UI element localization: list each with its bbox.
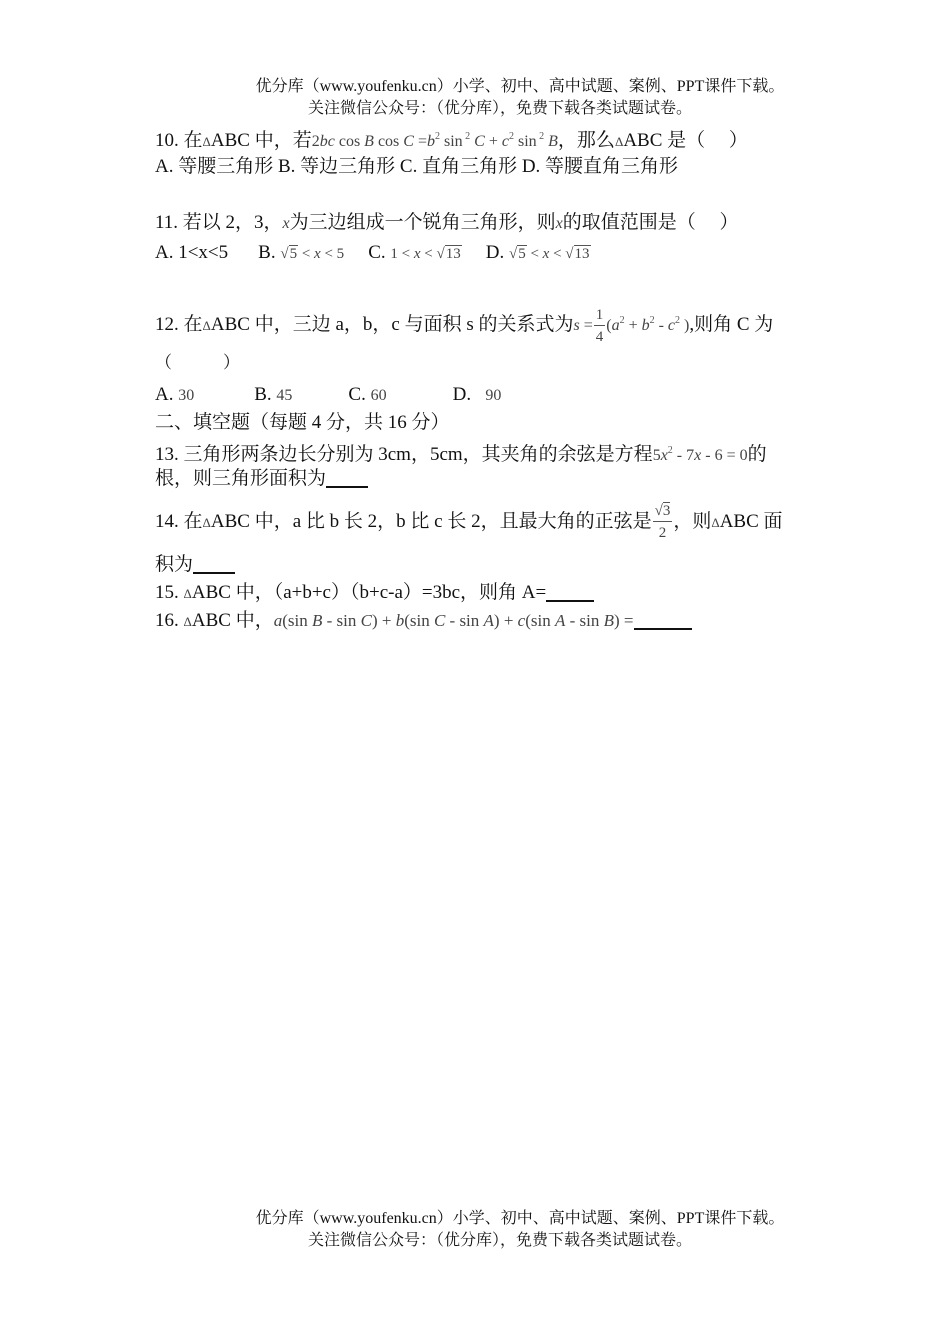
question-15 — [155, 580, 594, 607]
q13-formula: $5x^2 - 7x - 6 = 0$ — [652, 445, 748, 464]
q10-formula: 2bc cos B $\cos C =b^2$ sin $^2$ $C + c^2$ sin $^2$ B — [311, 131, 558, 150]
delta-symbol: Δ — [202, 318, 211, 333]
header-line-1: 优分库（www.youfenku.cn）小学、初中、高中试题、案例、PPT课件下载。 — [255, 78, 785, 95]
delta-symbol: Δ — [183, 614, 192, 629]
q13-stem-a: 13. 三角形两条边长分别为 3cm，5cm，其夹角的余弦是方程 — [155, 444, 653, 465]
q13-stem-b: 的 — [747, 444, 767, 465]
q10-prefix: 10. 在 — [155, 130, 203, 151]
q12-option-c-label: C. — [348, 384, 366, 405]
q15-stem-a: 15. — [155, 582, 184, 603]
q10-abc: ABC — [210, 130, 250, 151]
q14-stem-b: ABC 中，a 比 b 长 2，b 比 c 长 2，且最大角的正弦是 — [210, 511, 652, 532]
header-line-2: 关注微信公众号：（优分库），免费下载各类试题试卷。 — [307, 100, 692, 117]
question-12 — [155, 298, 773, 349]
question-14 — [155, 498, 783, 547]
q10-tail: ABC 是（ ） — [623, 130, 748, 151]
q12-option-b-label: B. — [254, 384, 272, 405]
q12-option-d: 90 — [485, 387, 502, 404]
q14-fraction: $\frac{√3}{2}$ — [653, 501, 673, 544]
question-11 — [155, 210, 739, 237]
q13-line2-text: 根，则三角形面积为 — [155, 468, 327, 489]
question-16 — [155, 608, 692, 635]
q11-option-a: A. 1<x<5 — [155, 242, 229, 263]
q11-stem-b: 为三边组成一个锐角三角形，则 — [289, 212, 556, 233]
delta-symbol: Δ — [711, 515, 720, 530]
q12-options — [155, 382, 501, 409]
q11-options — [155, 240, 591, 267]
q16-formula: a(sin B - sin C) + b(sin C - sin A) + c(sin A - sin B) = — [273, 611, 634, 630]
q11-option-b-label: B. — [258, 242, 276, 263]
delta-symbol: Δ — [614, 134, 624, 149]
q14-stem-d: ABC 面 — [719, 511, 783, 532]
q11-option-b: √5 < x < 5 — [280, 246, 345, 262]
q11-var-x: x — [282, 215, 290, 232]
q10-options: A. 等腰三角形 B. 等边三角形 C. 直角三角形 D. 等腰直角三角形 — [155, 156, 679, 177]
q14-line-2 — [155, 552, 235, 578]
q15-stem-b: ABC 中，（a+b+c）（b+c-a）=3bc，则角 A= — [191, 582, 547, 603]
question-13 — [155, 438, 767, 469]
q11-stem-a: 11. 若以 2，3， — [155, 212, 283, 233]
q14-stem-c: ，则 — [673, 511, 712, 532]
q11-option-c: 1 < x < √13 — [390, 246, 461, 262]
answer-blank[interactable] — [193, 553, 235, 574]
q14-line2-text: 积为 — [155, 554, 194, 575]
page-footer — [0, 1208, 950, 1252]
q12-formula: s = $\frac{1}{4}$ ($a^2 + b^2 - c^2$ ) — [573, 306, 690, 345]
q14-stem-a: 14. 在 — [155, 511, 203, 532]
q11-option-c-label: C. — [368, 242, 386, 263]
q10-mid: 中，若 — [249, 130, 312, 151]
q14-frac-num: 3 — [662, 503, 671, 520]
delta-symbol: Δ — [202, 515, 211, 530]
answer-blank[interactable] — [634, 609, 692, 630]
q16-stem-a: 16. — [155, 610, 184, 631]
q14-frac-den: 2 — [658, 525, 667, 542]
answer-blank[interactable] — [326, 467, 368, 488]
q10-suffix: ，那么 — [557, 130, 615, 151]
q11-stem-c: 的取值范围是（ ） — [562, 212, 739, 233]
footer-line-2: 关注微信公众号：（优分库），免费下载各类试题试卷。 — [307, 1232, 692, 1249]
q12-option-c: 60 — [370, 387, 387, 404]
q12-option-a-label: A. — [155, 384, 174, 405]
q16-stem-b: ABC 中， — [191, 610, 274, 631]
delta-symbol: Δ — [202, 134, 211, 149]
q12-stem-c: ,则角 C 为 — [689, 314, 774, 335]
q12-stem-a: 12. 在 — [155, 314, 203, 335]
page-header — [0, 76, 950, 120]
q12-paren: （ ） — [155, 353, 240, 372]
q12-option-d-label: D. — [452, 384, 472, 405]
q12-option-b: 45 — [276, 387, 293, 404]
q13-line-2 — [155, 466, 368, 492]
q11-option-d: √5 < x < √13 — [508, 246, 590, 262]
section-2-title: 二、填空题（每题 4 分，共 16 分） — [155, 412, 450, 433]
question-10 — [155, 124, 748, 155]
q12-stem-b: ABC 中，三边 a，b，c 与面积 s 的关系式为 — [210, 314, 574, 335]
q12-option-a: 30 — [178, 387, 195, 404]
q11-var-x: x — [555, 215, 563, 232]
answer-blank[interactable] — [546, 581, 594, 602]
delta-symbol: Δ — [183, 586, 192, 601]
q11-option-d-label: D. — [485, 242, 505, 263]
footer-line-1: 优分库（www.youfenku.cn）小学、初中、高中试题、案例、PPT课件下载。 — [255, 1210, 785, 1227]
